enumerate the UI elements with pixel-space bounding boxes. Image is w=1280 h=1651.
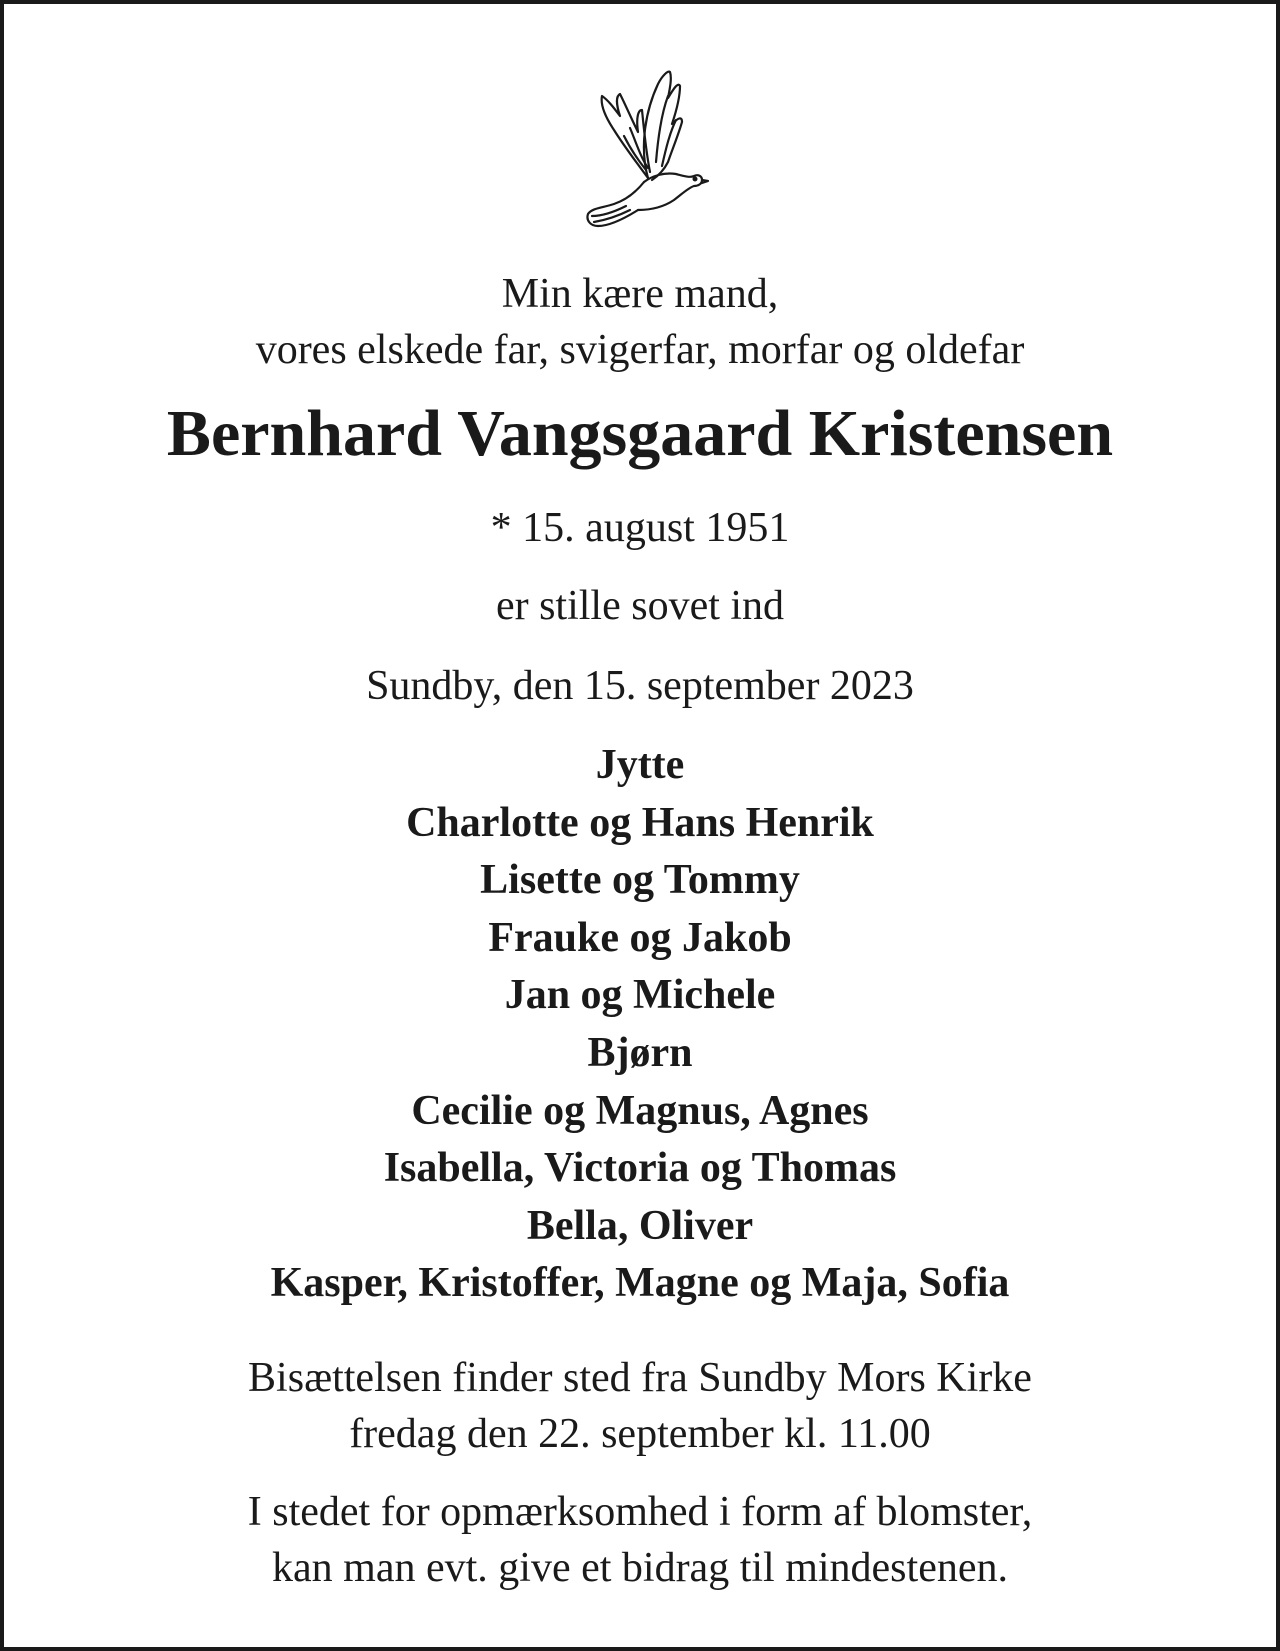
family-name: Cecilie og Magnus, Agnes (411, 1087, 869, 1134)
funeral-line-1: Bisættelsen finder sted fra Sundby Mors Kirke (248, 1355, 1032, 1401)
funeral-line-2: fredag den 22. september kl. 11.00 (349, 1411, 931, 1457)
family-name: Lisette og Tommy (480, 857, 800, 904)
place-and-date: Sundby, den 15. september 2023 (366, 663, 914, 709)
intro-text (4, 266, 1276, 378)
donation-note (4, 1484, 1276, 1596)
family-name: Kasper, Kristoffer, Magne og Maja, Sofia (270, 1260, 1010, 1307)
family-name: Frauke og Jakob (488, 914, 792, 961)
birth-date: * 15. august 1951 (490, 505, 790, 551)
passed-text: er stille sovet ind (495, 583, 785, 629)
family-name: Jytte (595, 742, 685, 788)
family-name: Bjørn (587, 1029, 693, 1076)
intro-line-2: vores elskede far, svigerfar, morfar og oldefar (255, 327, 1025, 373)
donation-line-2: kan man evt. give et bidrag til mindestenen. (272, 1545, 1008, 1591)
family-name: Jan og Michele (504, 972, 776, 1019)
deceased-name: Bernhard Vangsgaard Kristensen (166, 397, 1114, 470)
intro-line-1: Min kære mand, (501, 271, 779, 317)
family-name: Charlotte og Hans Henrik (406, 799, 874, 846)
dove-icon (578, 66, 710, 246)
donation-line-1: I stedet for opmærksomhed i form af blomster, (247, 1489, 1033, 1535)
family-name: Isabella, Victoria og Thomas (383, 1145, 897, 1192)
funeral-info (4, 1350, 1276, 1462)
family-name: Bella, Oliver (526, 1202, 754, 1249)
family-list (4, 737, 1276, 1313)
